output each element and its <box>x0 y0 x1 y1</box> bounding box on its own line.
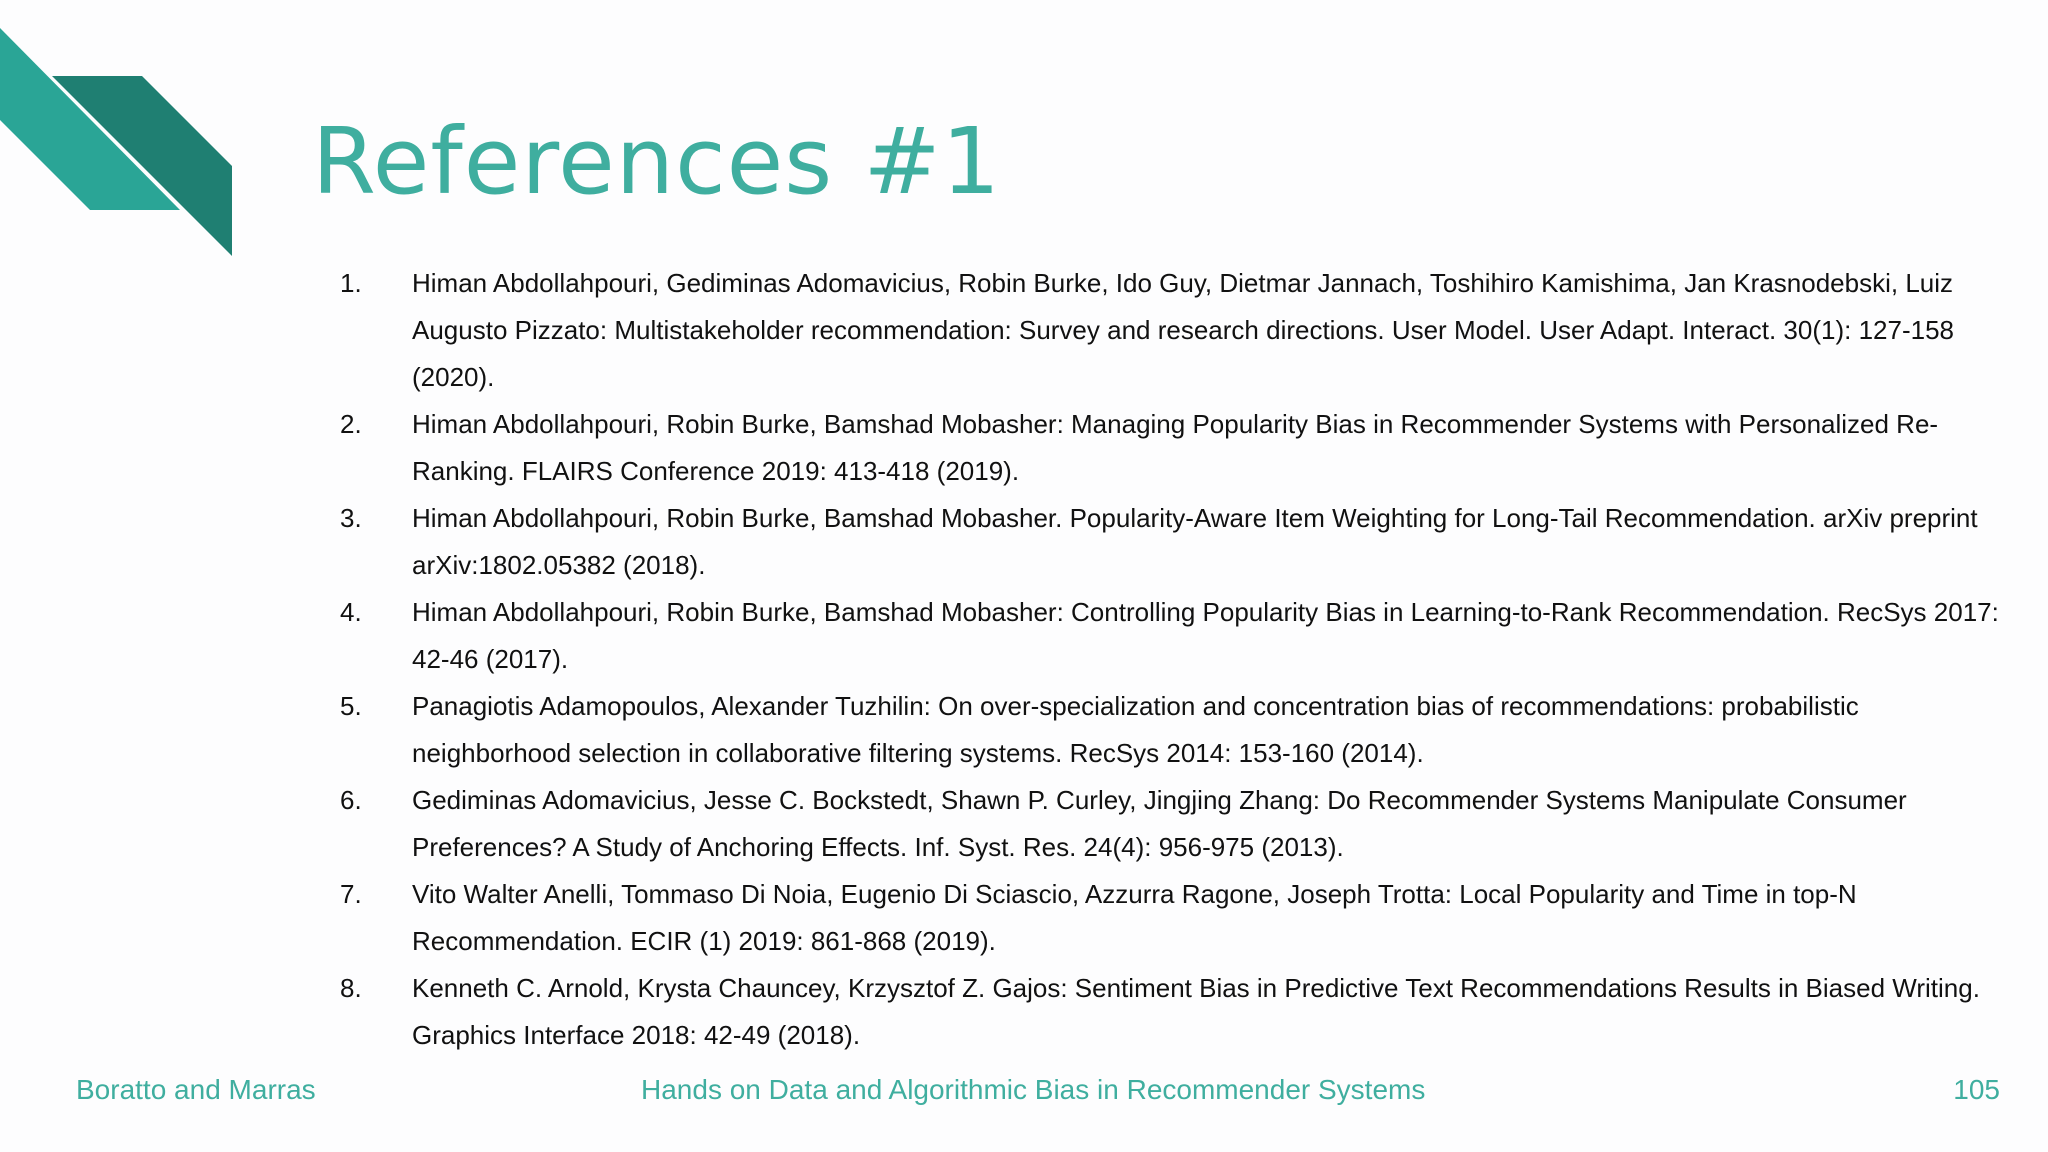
reference-number: 8. <box>340 973 362 1003</box>
reference-number: 7. <box>340 879 362 909</box>
reference-text: Himan Abdollahpouri, Gediminas Adomavicius, Robin Burke, Ido Guy, Dietmar Jannach, Toshihiro Kamishima, Jan Krasnodebski, Luiz Augusto Pizzato: Multistakeholder recommendation: Survey and research directions. User Model. User Adapt. Interact. 30(1): 127-158 (2020). <box>412 268 1954 392</box>
reference-number: 2. <box>340 409 362 439</box>
reference-text: Himan Abdollahpouri, Robin Burke, Bamshad Mobasher: Managing Popularity Bias in Recommender Systems with Personalized Re-Ranking. FLAIRS Conference 2019: 413-418 (2019). <box>412 409 1939 486</box>
reference-list <box>340 260 2020 1059</box>
reference-number: 6. <box>340 785 362 815</box>
footer-page-number: 105 <box>1953 1074 2000 1105</box>
footer-talk-title: Hands on Data and Algorithmic Bias in Recommender Systems <box>641 1074 1426 1105</box>
reference-item <box>340 777 2020 871</box>
reference-text: Panagiotis Adamopoulos, Alexander Tuzhilin: On over-specialization and concentration bias of recommendations: probabilistic neighborhood selection in collaborative filtering systems. RecSys 2014: 153-160 (2014). <box>412 691 1859 768</box>
reference-text: Himan Abdollahpouri, Robin Burke, Bamshad Mobasher: Controlling Popularity Bias in Learning-to-Rank Recommendation. RecSys 2017: 42-46 (2017). <box>412 597 1999 674</box>
reference-text: Vito Walter Anelli, Tommaso Di Noia, Eugenio Di Sciascio, Azzurra Ragone, Joseph Trotta: Local Popularity and Time in top-N Recommendation. ECIR (1) 2019: 861-868 (2019). <box>412 879 1857 956</box>
reference-item <box>340 683 2020 777</box>
reference-text: Gediminas Adomavicius, Jesse C. Bockstedt, Shawn P. Curley, Jingjing Zhang: Do Recommender Systems Manipulate Consumer Preferences? A Study of Anchoring Effects. Inf. Syst. Res. 24(4): 956-975 (2013). <box>412 785 1907 862</box>
reference-number: 5. <box>340 691 362 721</box>
reference-item <box>340 965 2020 1059</box>
footer-authors: Boratto and Marras <box>76 1074 316 1105</box>
reference-text: Himan Abdollahpouri, Robin Burke, Bamshad Mobasher. Popularity-Aware Item Weighting for Long-Tail Recommendation. arXiv preprint arXiv:1802.05382 (2018). <box>412 503 1978 580</box>
reference-number: 4. <box>340 597 362 627</box>
reference-item <box>340 495 2020 589</box>
reference-item <box>340 871 2020 965</box>
reference-number: 3. <box>340 503 362 533</box>
reference-text: Kenneth C. Arnold, Krysta Chauncey, Krzysztof Z. Gajos: Sentiment Bias in Predictive Text Recommendations Results in Biased Writing. Graphics Interface 2018: 42-49 (2018). <box>412 973 1980 1050</box>
reference-number: 1. <box>340 268 362 298</box>
reference-item <box>340 589 2020 683</box>
reference-item <box>340 401 2020 495</box>
reference-item <box>340 260 2020 401</box>
corner-logo <box>0 0 240 260</box>
slide-title: References #1 <box>312 108 1002 215</box>
